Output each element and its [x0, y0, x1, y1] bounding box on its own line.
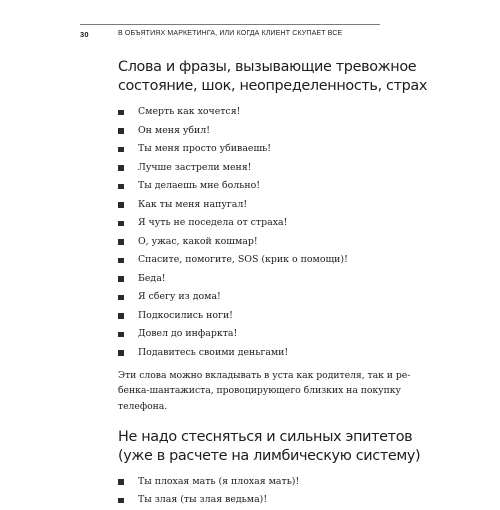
list-item: [118, 270, 390, 289]
square-bullet-icon: [118, 110, 124, 116]
list-item-text: Подкосились ноги!: [138, 309, 233, 321]
list-item: [118, 288, 390, 307]
list-item: [118, 491, 390, 510]
list-item-text: Лучше застрели меня!: [138, 161, 252, 173]
section-heading-epithets: [118, 428, 421, 466]
list-item: [118, 473, 390, 492]
list-item-text: О, ужас, какой кошмар!: [138, 235, 258, 247]
square-bullet-icon: [118, 332, 124, 338]
list-item: [118, 307, 390, 326]
fear-phrases-list: [118, 103, 390, 362]
paragraph-line: бенка-шантажиста, провоцирующего близких на покупку: [118, 385, 401, 397]
heading-line: Слова и фразы, вызывающие тревожное: [118, 59, 417, 75]
square-bullet-icon: [118, 202, 124, 208]
list-item-text: Ты плохая мать (я плохая мать)!: [138, 475, 300, 487]
body-paragraph: [118, 368, 411, 414]
list-item-text: Ты меня просто убиваешь!: [138, 143, 272, 154]
list-item: [118, 344, 390, 363]
list-item-text: Беда!: [138, 272, 166, 284]
list-item-text: Я чуть не поседела от страха!: [138, 217, 288, 228]
section-heading-fear-phrases: [118, 58, 428, 96]
list-item-text: Как ты меня напугал!: [138, 198, 248, 210]
square-bullet-icon: [118, 147, 124, 153]
page-number: 30: [80, 30, 89, 39]
list-item-text: Я сбегу из дома!: [138, 291, 221, 302]
list-item: [118, 103, 390, 122]
square-bullet-icon: [118, 128, 124, 134]
square-bullet-icon: [118, 498, 124, 504]
list-item: [118, 325, 390, 344]
square-bullet-icon: [118, 313, 124, 319]
square-bullet-icon: [118, 295, 124, 301]
heading-line: Не надо стесняться и сильных эпитетов: [118, 428, 413, 445]
paragraph-line: телефона.: [118, 400, 168, 412]
list-item-text: Ты делаешь мне больно!: [138, 180, 260, 191]
epithets-list: [118, 473, 390, 510]
list-item: [118, 140, 390, 159]
list-item: [118, 159, 390, 178]
square-bullet-icon: [118, 479, 124, 485]
square-bullet-icon: [118, 276, 124, 282]
list-item: [118, 196, 390, 215]
list-item: [118, 177, 390, 196]
page-content: [118, 58, 428, 510]
page-header: [80, 24, 380, 45]
square-bullet-icon: [118, 221, 124, 227]
list-item-text: Смерть как хочется!: [138, 106, 241, 117]
square-bullet-icon: [118, 184, 124, 190]
list-item: [118, 251, 390, 270]
square-bullet-icon: [118, 239, 124, 245]
list-item-text: Подавитесь своими деньгами!: [138, 346, 289, 358]
list-item-text: Он меня убил!: [138, 124, 211, 136]
list-item-text: Спасите, помогите, SOS (крик о помощи)!: [138, 254, 348, 265]
running-title: В ОБЪЯТИЯХ МАРКЕТИНГА, ИЛИ КОГДА КЛИЕНТ СКУПАЕТ ВСЕ: [118, 30, 343, 37]
heading-line: состояние, шок, неопределенность, страх: [118, 78, 428, 94]
list-item: [118, 214, 390, 233]
list-item-text: Ты злая (ты злая ведьма)!: [138, 494, 268, 506]
square-bullet-icon: [118, 350, 124, 356]
square-bullet-icon: [118, 165, 124, 171]
list-item: [118, 122, 390, 141]
paragraph-line: Эти слова можно вкладывать в уста как родителя, так и ре-: [118, 370, 411, 381]
square-bullet-icon: [118, 258, 124, 264]
list-item-text: Довел до инфаркта!: [138, 328, 238, 339]
list-item: [118, 233, 390, 252]
heading-line: (уже в расчете на лимбическую систему): [118, 447, 421, 464]
